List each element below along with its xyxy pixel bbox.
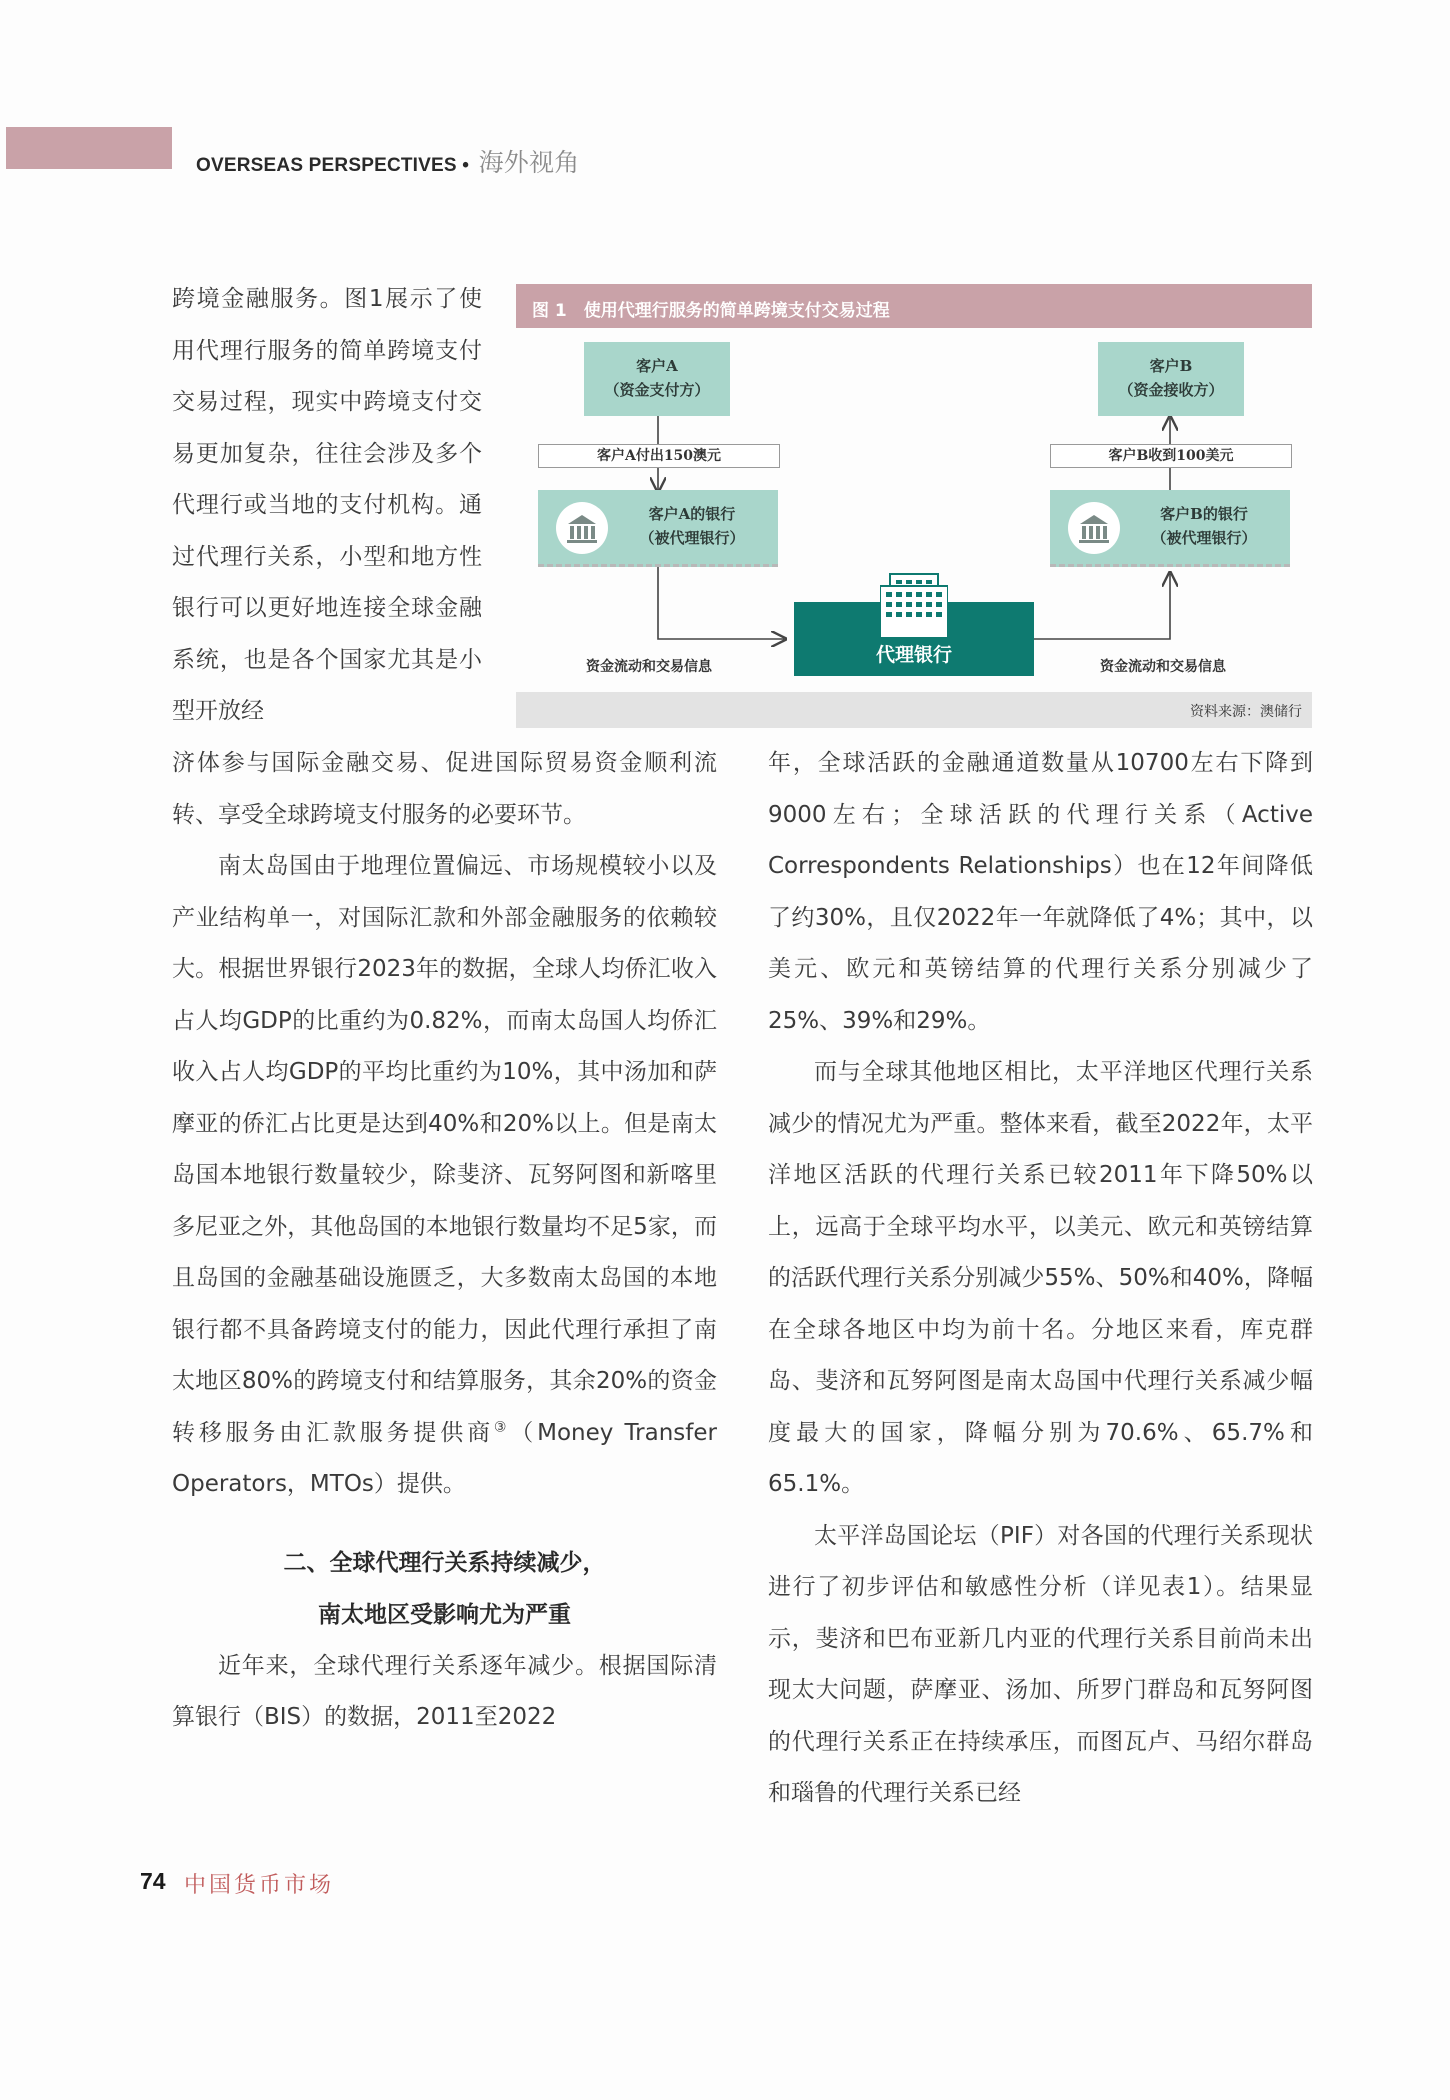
wrap-text-column: [172, 274, 482, 738]
arrow-bank-a-to-corr: [658, 564, 784, 639]
bank-icon: [556, 502, 608, 554]
flow-label-right: 资金流动和交易信息: [1100, 659, 1226, 675]
page-number: 74: [140, 1868, 166, 1894]
section-separator: •: [462, 155, 470, 176]
right-column: [768, 738, 1313, 1820]
bank-a-node: 客户A的银行 （被代理银行）: [538, 490, 778, 567]
label-client-b-receives: 客户B收到100美元: [1050, 444, 1292, 468]
header-color-bar: [6, 127, 172, 169]
bank-icon: [1068, 502, 1120, 554]
arrow-corr-to-bank-b: [1034, 574, 1170, 639]
section-heading-line-2: 南太地区受影响尤为严重: [318, 1601, 571, 1628]
figure-source-bar: [516, 692, 1312, 728]
footnote-marker: ③: [493, 1418, 511, 1435]
label-client-a-pays: 客户A付出150澳元: [538, 444, 780, 468]
wrap-paragraph: 跨境金融服务。图1展示了使用代理行服务的简单跨境支付交易过程，现实中跨境支付交易更加复杂，往往会涉及多个代理行或当地的支付机构。通过代理行关系，小型和地方性银行可以更好地连接全球金融系统，也是各个国家尤其是小型开放经: [172, 286, 482, 724]
client-b-node: 客户B （资金接收方）: [1098, 342, 1244, 416]
figure-title: 图 1 使用代理行服务的简单跨境支付交易过程: [532, 301, 890, 321]
client-a-node: 客户A （资金支付方）: [584, 342, 730, 416]
flow-label-left: 资金流动和交易信息: [586, 659, 712, 675]
section-header: [196, 143, 579, 179]
right-paragraph-2: 而与全球其他地区相比，太平洋地区代理行关系减少的情况尤为严重。整体来看，截至2022年，太平洋地区活跃的代理行关系已较2011年下降50%以上，远高于全球平均水平，以美元、欧元和英镑结算的活跃代理行关系分别减少55%、50%和40%，降幅在全球各地区中均为前十名。分地区来看，库克群岛、斐济和瓦努阿图是南太岛国中代理行关系减少幅度最大的国家，降幅分别为70.6%、65.7%和65.1%。: [768, 1059, 1313, 1497]
left-paragraph-3: 近年来，全球代理行关系逐年减少。根据国际清算银行（BIS）的数据，2011至2022: [172, 1652, 717, 1730]
bank-b-node: 客户B的银行 （被代理银行）: [1050, 490, 1290, 567]
magazine-name: 中国货币市场: [184, 1873, 335, 1898]
left-paragraph-2: 南太岛国由于地理位置偏远、市场规模较小以及产业结构单一，对国际汇款和外部金融服务的依赖较大。根据世界银行2023年的数据，全球人均侨汇收入占人均GDP的比重约为0.82%，而南太岛国人均侨汇收入占人均GDP的平均比重约为10%，其中汤加和萨摩亚的侨汇占比更是达到40%和20%以上。但是南太岛国本地银行数量较少，除斐济、瓦努阿图和新喀里多尼亚之外，其他岛国的本地银行数量均不足5家，而且岛国的金融基础设施匮乏，大多数南太岛国的本地银行都不具备跨境支付的能力，因此代理行承担了南太地区80%的跨境支付和结算服务，其余20%的资金转移服务由汇款服务提供商③（Money Transfer Operators，MTOs）提供。: [172, 853, 717, 1497]
section-name-cn: 海外视角: [478, 149, 580, 177]
correspondent-bank-label: 代理银行: [875, 644, 952, 666]
figure-1: [516, 284, 1312, 728]
section-name-en: OVERSEAS PERSPECTIVES: [196, 155, 457, 176]
right-paragraph-1: 年，全球活跃的金融通道数量从10700左右下降到9000左右；全球活跃的代理行关系（Active Correspondents Relationships）也在12年间降低了约30%，且仅2022年一年就降低了4%；其中，以美元、欧元和英镑结算的代理行关系分别减少了25%、39%和29%。: [768, 750, 1313, 1034]
left-paragraph-1: 济体参与国际金融交易、促进国际贸易资金顺利流转、享受全球跨境支付服务的必要环节。: [172, 750, 717, 828]
correspondent-bank-node: [794, 602, 1034, 676]
right-paragraph-3: 太平洋岛国论坛（PIF）对各国的代理行关系现状进行了初步评估和敏感性分析（详见表1）。结果显示，斐济和巴布亚新几内亚的代理行关系目前尚未出现太大问题，萨摩亚、汤加、所罗门群岛和瓦努阿图的代理行关系正在持续承压，而图瓦卢、马绍尔群岛和瑙鲁的代理行关系已经: [768, 1522, 1313, 1806]
building-icon: [880, 572, 948, 638]
left-column: [172, 738, 717, 1744]
figure-source: 资料来源：澳储行: [1190, 704, 1302, 720]
section-heading-line-1: 二、全球代理行关系持续减少，: [283, 1549, 606, 1576]
